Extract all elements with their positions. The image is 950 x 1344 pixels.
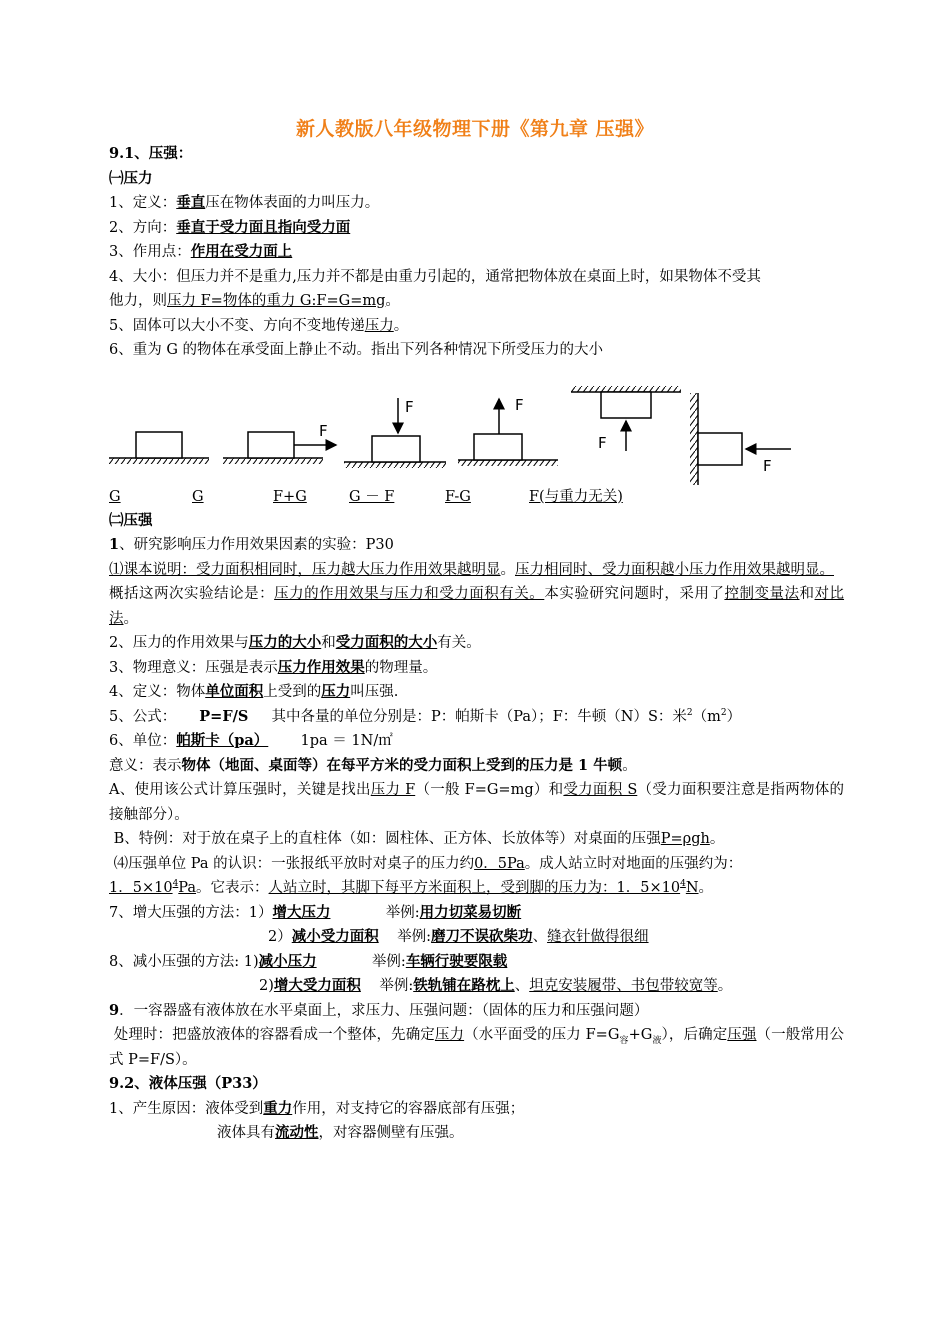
text-line: 3、作用点：作用在受力面上 <box>109 243 293 260</box>
answer-row <box>109 485 844 509</box>
svg-text:F: F <box>405 397 414 416</box>
subsection-pressure-force: ㈠压力 <box>109 169 153 187</box>
section-heading-9-2: 9.2、液体压强（P33） <box>109 1075 267 1092</box>
text-line: 2、方向：垂直于受力面且指向受力面 <box>109 218 351 236</box>
text-line: 9．一容器盛有液体放在水平桌面上，求压力、压强问题：（固体的压力和压强问题） <box>109 1001 649 1019</box>
text-paragraph: 概括这两次实验结论是：压力的作用效果与压力和受力面积有关。本实验研究问题时，采用了控制变量法和对比法。 <box>109 586 845 627</box>
diagram-block-pushed-to-ceiling <box>571 386 681 452</box>
answer-5: F-G <box>445 488 471 505</box>
text-line: 意义：表示物体（地面、桌面等）在每平方米的受力面积上受到的压力是 1 牛顿。 <box>109 756 637 774</box>
diagram-block-pushed-to-wall <box>690 393 791 485</box>
svg-text:F: F <box>515 395 524 414</box>
text-line: 液体具有流动性，对容器侧壁有压强。 <box>217 1124 464 1141</box>
text-line: 7、增大压强的方法：1）增大压力 举例:用力切菜易切断 <box>109 903 522 921</box>
text-line: 他力，则压力 F=物体的重力 G:F=G=mg。 <box>109 293 400 309</box>
diagram-block-upward-force <box>458 396 558 466</box>
svg-text:F: F <box>319 421 328 440</box>
subsection-pressure: ㈡压强 <box>109 511 153 529</box>
text-line: 8、减小压强的方法: 1)减小压力 举例:车辆行驶要限载 <box>109 952 508 970</box>
text-line: ⑷压强单位 Pa 的认识：一张报纸平放时对桌子的压力约0．5Pa。成人站立时对地面的压强约为： <box>113 855 743 872</box>
text-paragraph: 处理时：把盛放液体的容器看成一个整体，先确定压力（水平面受的压力 $F=G_容+G_液$），后确定压强（一般常用公式 P=F/S）。 <box>109 1027 844 1068</box>
diagram-block-downward-force <box>344 398 446 468</box>
document-body <box>109 142 844 1146</box>
text-line: 1．$5\times 10^4Pa$。它表示：人站立时，其脚下每平方米面积上，受到脚的压力为：1．$5\times 10^4N$。 <box>109 879 714 896</box>
answer-2: G <box>192 488 204 505</box>
text-line: 5、固体可以大小不变、方向不变地传递压力。 <box>109 317 409 334</box>
page-title: 新人教版八年级物理下册《第九章 压强》 <box>295 118 655 140</box>
text-line: 2)增大受力面积 举例:铁轨铺在路枕上、坦克安装履带、书包带较宽等。 <box>259 977 733 994</box>
text-line: 3、物理意义：压强是表示压力作用效果的物理量。 <box>109 658 438 676</box>
text-line: 6、单位：帕斯卡（pa） 1pa ＝ 1N/㎡ <box>109 732 393 749</box>
diagram-block-horizontal-force <box>223 422 336 464</box>
text-line: 2、压力的作用效果与压力的大小和受力面积的大小有关。 <box>109 634 481 651</box>
text-paragraph: ⑴课本说明：受力面积相同时，压力越大压力作用效果越明显。压力相同时、受力面积越小压力作用效果越明显。 <box>109 561 834 578</box>
text-line: B、特例：对于放在桌子上的直柱体（如：圆柱体、正方体、长放体等）对桌面的压强P=ρgh。 <box>113 831 725 847</box>
text-line: 5、公式： P=F/S 其中各量的单位分别是：P：帕斯卡（Pa）；F：牛顿（N）S：米$^2(m^2)$ <box>109 707 742 725</box>
answer-3: F+G <box>273 488 307 505</box>
section-heading-9-1: 9.1、压强： <box>109 145 193 162</box>
text-line: 1、定义：垂直压在物体表面的力叫压力。 <box>109 194 380 211</box>
diagram-block-on-ground <box>109 432 209 464</box>
svg-text:F: F <box>598 433 607 452</box>
text-line: 4、定义：物体单位面积上受到的压力叫压强. <box>109 683 399 700</box>
text-paragraph: A、使用该公式计算压强时，关键是找出压力 F（一般 F=G=mg）和受力面积 S（受力面积要注意是指两物体的接触部分）。 <box>109 782 844 823</box>
answer-4: G － F <box>349 488 395 505</box>
text-line: 1、研究影响压力作用效果因素的实验：P30 <box>109 536 394 553</box>
answer-6: F(与重力无关) <box>529 488 623 505</box>
text-line: 6、重为 G 的物体在承受面上静止不动。指出下列各种情况下所受压力的大小 <box>109 342 604 358</box>
answer-1: G <box>109 488 121 505</box>
pressure-force-diagram <box>109 363 844 485</box>
text-line: 4、大小：但压力并不是重力,压力并不都是由重力引起的，通常把物体放在桌面上时，如果物体不受其 <box>109 268 761 285</box>
force-diagram-svg <box>101 363 801 485</box>
text-line: 2）减小受力面积 举例:磨刀不误砍柴功、缝衣针做得很细 <box>268 928 649 945</box>
svg-text:F: F <box>763 456 772 475</box>
text-line: 1、产生原因：液体受到重力作用，对支持它的容器底部有压强； <box>109 1099 525 1117</box>
